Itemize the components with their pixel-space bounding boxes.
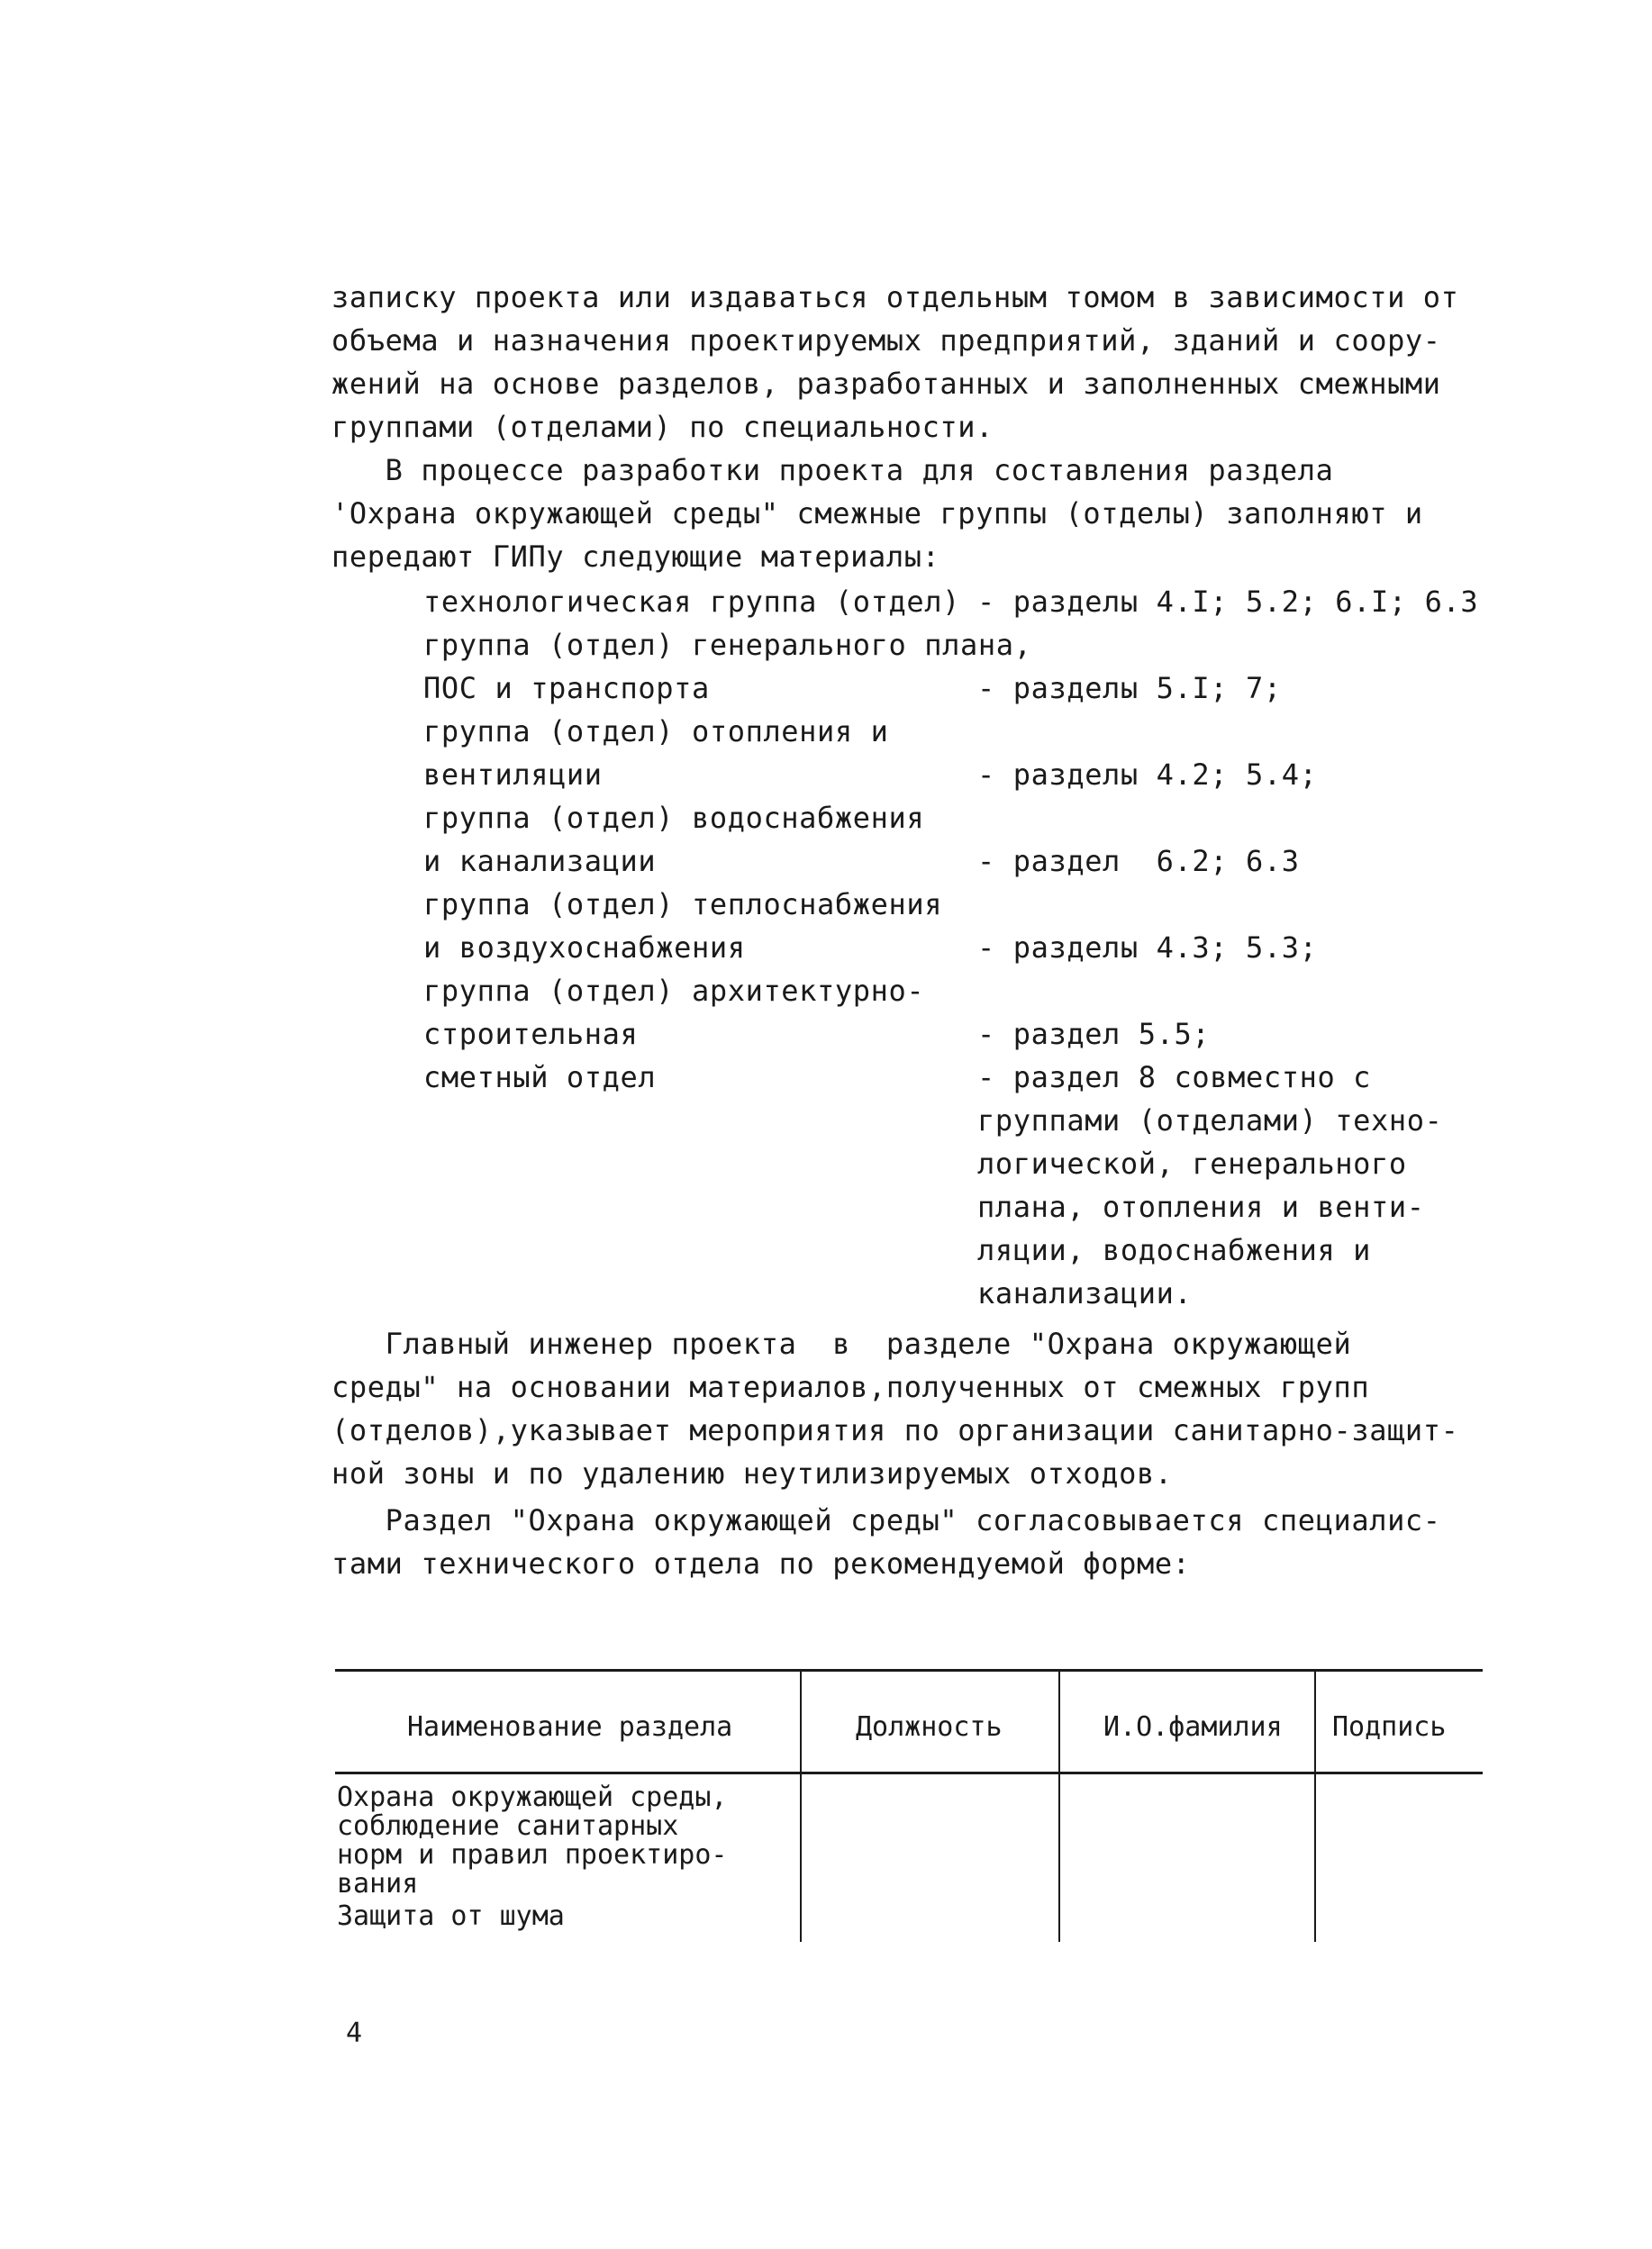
assignment-sections: - раздел 5.5; bbox=[977, 1017, 1211, 1051]
body-line: объема и назначения проектируемых предприятий, зданий и соору- bbox=[331, 323, 1441, 358]
table-cell-section: Охрана окружающей среды, bbox=[337, 1782, 728, 1813]
assignment-sections: - разделы 4.I; 5.2; 6.I; 6.3 bbox=[977, 585, 1479, 619]
assignment-group: группа (отдел) генерального плана, bbox=[423, 628, 1032, 662]
table-header-position: Должность bbox=[856, 1711, 1003, 1743]
body-line: 'Охрана окружающей среды" смежные группы (отделы) заполняют и bbox=[331, 496, 1423, 531]
assignment-continuation: плана, отопления и венти- bbox=[977, 1190, 1425, 1224]
assignment-continuation: логической, генерального bbox=[977, 1147, 1407, 1181]
assignment-group: группа (отдел) архитектурно- bbox=[423, 974, 925, 1008]
assignment-sections: - разделы 4.3; 5.3; bbox=[977, 930, 1318, 965]
body-line: ной зоны и по удалению неутилизируемых отходов. bbox=[331, 1456, 1173, 1491]
assignment-continuation: группами (отделами) техно- bbox=[977, 1103, 1443, 1138]
table-cell-section: Защита от шума bbox=[337, 1900, 565, 1932]
assignment-group: строительная bbox=[423, 1017, 639, 1051]
assignment-group: технологическая группа (отдел) bbox=[423, 585, 960, 619]
body-line: записку проекта или издаваться отдельным томом в зависимости от bbox=[331, 280, 1459, 314]
body-line: жений на основе разделов, разработанных и заполненных смежными bbox=[331, 367, 1441, 401]
assignment-group: группа (отдел) отопления и bbox=[423, 714, 889, 748]
body-line: среды" на основании материалов,полученных от смежных групп bbox=[331, 1370, 1370, 1404]
table-header-section: Наименование раздела bbox=[407, 1711, 733, 1743]
body-line: Раздел "Охрана окружающей среды" согласовывается специалис- bbox=[331, 1503, 1441, 1537]
body-line: группами (отделами) по специальности. bbox=[331, 410, 994, 444]
body-line: Главный инженер проекта в разделе "Охрана окружающей bbox=[331, 1327, 1352, 1361]
table-cell-section: соблюдение санитарных bbox=[337, 1810, 679, 1842]
assignment-continuation: ляции, водоснабжения и bbox=[977, 1233, 1372, 1267]
assignment-group: и воздухоснабжения bbox=[423, 930, 746, 965]
assignment-continuation: канализации. bbox=[977, 1276, 1193, 1310]
assignment-group: вентиляции bbox=[423, 757, 603, 792]
body-line: передают ГИПу следующие материалы: bbox=[331, 540, 940, 574]
body-line: В процессе разработки проекта для составления раздела bbox=[331, 453, 1334, 487]
assignment-group: и канализации bbox=[423, 844, 657, 878]
column-divider bbox=[800, 1672, 802, 1942]
assignment-group: ПОС и транспорта bbox=[423, 671, 710, 705]
assignment-group: группа (отдел) теплоснабжения bbox=[423, 887, 943, 921]
body-line: (отделов),указывает мероприятия по организации санитарно-защит- bbox=[331, 1413, 1459, 1447]
table-header-name: И.О.фамилия bbox=[1103, 1711, 1283, 1743]
assignment-sections: - раздел 6.2; 6.3 bbox=[977, 844, 1300, 878]
column-divider bbox=[1058, 1672, 1060, 1942]
assignment-group: сметный отдел bbox=[423, 1060, 657, 1094]
table-header-rule bbox=[335, 1772, 1483, 1774]
table-cell-section: норм и правил проектиро- bbox=[337, 1839, 728, 1871]
table-cell-section: вания bbox=[337, 1868, 419, 1900]
table-header-signature: Подпись bbox=[1332, 1711, 1447, 1743]
table-top-rule bbox=[335, 1669, 1483, 1672]
page-number: 4 bbox=[346, 2018, 363, 2049]
column-divider bbox=[1314, 1672, 1316, 1942]
assignment-sections: - разделы 4.2; 5.4; bbox=[977, 757, 1318, 792]
assignment-sections: - раздел 8 совместно с bbox=[977, 1060, 1372, 1094]
body-line: тами технического отдела по рекомендуемой форме: bbox=[331, 1546, 1191, 1581]
assignment-sections: - разделы 5.I; 7; bbox=[977, 671, 1282, 705]
assignment-group: группа (отдел) водоснабжения bbox=[423, 801, 925, 835]
